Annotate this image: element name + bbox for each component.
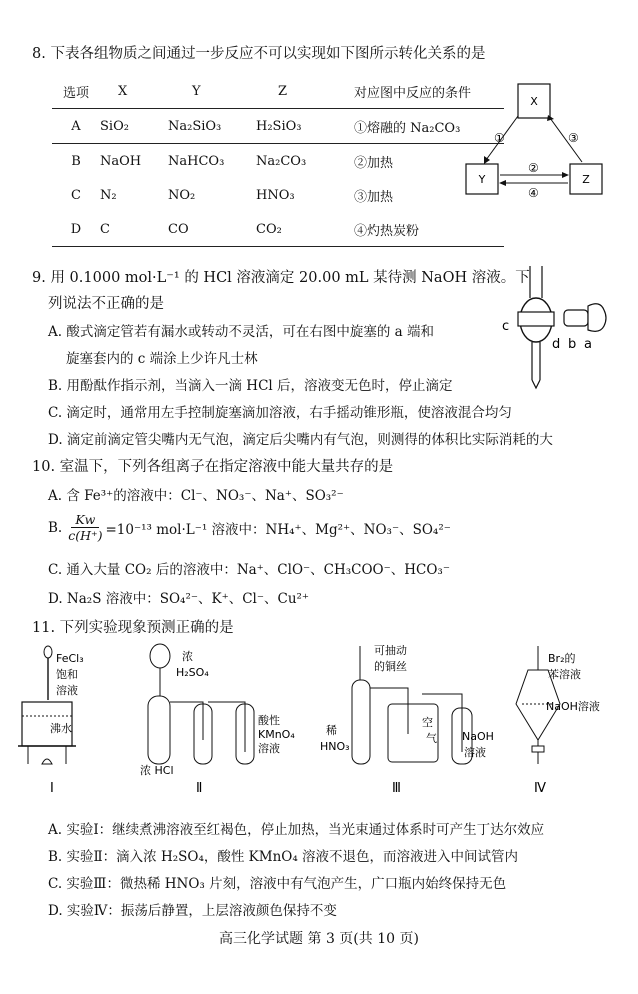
q10-option-d: D. Na₂S 溶液中：SO₄²⁻、K⁺、Cl⁻、Cu²⁺	[48, 591, 310, 607]
experiment-1-figure	[18, 646, 84, 796]
q11-option-c: C. 实验Ⅲ：微热稀 HNO₃ 片刻，溶液中有气泡产生，广口瓶内始终保持无色	[48, 876, 507, 892]
q9-option-d: D. 滴定前滴定管尖嘴内无气泡，滴定后尖嘴内有气泡，则测得的体积比实际消耗的大	[48, 432, 553, 448]
fig3-label-solution: 溶液	[464, 746, 486, 759]
fig-label-a: a	[584, 337, 592, 352]
page-footer: 高三化学试题 第 3 页(共 10 页)	[219, 931, 419, 947]
label-x: X	[530, 95, 538, 108]
cell-z: CO₂	[256, 212, 346, 247]
fig3-label-dilute: 稀	[326, 724, 337, 737]
kw-fraction	[68, 512, 102, 543]
cell-y: CO	[168, 212, 256, 247]
q9-option-b: B. 用酚酞作指示剂，当滴入一滴 HCl 后，溶液变无色时，停止滴定	[48, 378, 453, 394]
dropper-bulb	[44, 646, 52, 658]
fig-label-b: b	[568, 337, 577, 352]
q8-stem: 8. 下表各组物质之间通过一步反应不可以实现如下图所示转化关系的是	[32, 46, 486, 62]
fraction-numerator: Kw	[71, 512, 99, 528]
fig1-label-solution: 溶液	[56, 684, 78, 697]
header-y: Y	[168, 74, 256, 109]
cell-cond: ④灼热炭粉	[346, 212, 504, 247]
cell-x: NaOH	[100, 153, 142, 169]
funnel-bulb	[150, 644, 170, 668]
burette-tip	[532, 380, 540, 388]
arrowhead-2	[562, 172, 569, 178]
cell-z: Na₂CO₃	[256, 153, 307, 169]
label-y: Y	[478, 173, 486, 186]
q10-option-b	[48, 512, 451, 543]
q11-experiment-figures	[8, 640, 630, 800]
header-z: Z	[256, 74, 346, 109]
q9-option-c: C. 滴定时，通常用左手控制旋塞滴加溶液，右手摇动锥形瓶，使溶液混合均匀	[48, 405, 512, 421]
experiment-3-figure	[320, 643, 494, 796]
fig3-label-naoh: NaOH	[462, 730, 494, 743]
q11-option-b: B. 实验Ⅱ：滴入浓 H₂SO₄，酸性 KMnO₄ 溶液不退色，而溶液进入中间试管内	[48, 849, 519, 865]
table-header-row	[52, 74, 504, 109]
table-row	[52, 178, 504, 212]
fig-label-c: c	[502, 319, 510, 334]
fraction-denominator: c(H⁺)	[68, 528, 103, 543]
cell-opt: B	[71, 153, 81, 169]
arrowhead-4	[499, 180, 506, 186]
cell-cond: ③加热	[354, 189, 394, 205]
cell-opt: A	[71, 118, 81, 134]
fig2-label-solution: 溶液	[258, 742, 280, 755]
fig3-number: Ⅲ	[392, 781, 401, 796]
fig2-label-h2so4: H₂SO₄	[176, 666, 209, 679]
q10-stem: 10. 室温下，下列各组离子在指定溶液中能大量共存的是	[32, 459, 394, 475]
cell-z: H₂SiO₃	[256, 118, 302, 134]
label-z: Z	[582, 173, 590, 186]
header-option: 选项	[52, 74, 100, 109]
fig2-label-kmno4: KMnO₄	[258, 728, 295, 741]
table-row	[52, 109, 504, 144]
cell-cond: ②加热	[354, 155, 394, 171]
label-r4: ④	[528, 186, 539, 200]
table-row	[52, 144, 504, 179]
label-r2: ②	[528, 161, 539, 175]
stopcock-plug	[518, 312, 554, 326]
cell-x: C	[100, 212, 168, 247]
q9-stem-line1: 9. 用 0.1000 mol·L⁻¹ 的 HCl 溶液滴定 20.00 mL 某待测 NaOH 溶液。下	[32, 270, 530, 286]
fig1-label-boiling-water: 沸水	[50, 722, 72, 735]
cell-x: SiO₂	[100, 118, 129, 134]
q9-option-a-line1: A. 酸式滴定管若有漏水或转动不灵活，可在右图中旋塞的 a 端和	[48, 324, 434, 340]
q11-option-a: A. 实验Ⅰ：继续煮沸溶液至红褐色，停止加热，当光束通过体系时可产生丁达尔效应	[48, 822, 545, 838]
q10-b-rest: =10⁻¹³ mol·L⁻¹ 溶液中：NH₄⁺、Mg²⁺、NO₃⁻、SO₄²⁻	[105, 521, 451, 538]
tube-1	[148, 696, 170, 764]
q8-conversion-diagram	[458, 80, 618, 210]
cell-z: HNO₃	[256, 187, 295, 203]
fig3-label-copper: 的铜丝	[374, 660, 407, 673]
burette-stopcock-figure	[496, 262, 622, 390]
fig2-label-acidic: 酸性	[258, 714, 280, 727]
label-r1: ①	[494, 131, 505, 145]
arrowhead-1	[484, 156, 490, 164]
fig3-label-movable: 可抽动	[374, 644, 407, 657]
fig4-label-benzene: 苯溶液	[548, 668, 581, 681]
q9-option-a-line2: 旋塞套内的 c 端涂上少许凡士林	[66, 351, 258, 367]
fig4-label-naoh: NaOH溶液	[546, 700, 600, 713]
q9-stem-line2: 列说法不正确的是	[48, 296, 164, 312]
cell-cond: ①熔融的 Na₂CO₃	[354, 120, 461, 136]
fig1-label-saturated: 饱和	[56, 668, 78, 681]
cell-y: NaHCO₃	[168, 153, 225, 169]
q10-option-a: A. 含 Fe³⁺的溶液中：Cl⁻、NO₃⁻、Na⁺、SO₃²⁻	[48, 488, 344, 504]
fig2-label-conc: 浓	[182, 650, 193, 663]
plug-shaft	[564, 310, 588, 326]
fig1-label-fecl3: FeCl₃	[56, 652, 84, 665]
cell-x: N₂	[100, 187, 117, 203]
fig1-number: Ⅰ	[50, 781, 54, 796]
q11-option-d: D. 实验Ⅳ：振荡后静置，上层溶液颜色保持不变	[48, 903, 337, 919]
fig4-label-br2: Br₂的	[548, 652, 576, 665]
fig3-label-air-2: 气	[426, 732, 437, 745]
fig3-label-air-1: 空	[422, 716, 433, 729]
cell-opt: D	[52, 212, 100, 247]
experiment-4-figure	[516, 646, 600, 796]
cell-opt: C	[71, 187, 81, 203]
fig-label-d: d	[552, 337, 561, 352]
table-row	[52, 212, 504, 247]
experiment-2-figure	[140, 644, 295, 796]
label-r3: ③	[568, 131, 579, 145]
q10-option-c: C. 通入大量 CO₂ 后的溶液中：Na⁺、ClO⁻、CH₃COO⁻、HCO₃⁻	[48, 562, 450, 578]
q8-table	[52, 74, 504, 247]
fig3-label-hno3: HNO₃	[320, 740, 350, 753]
header-condition: 对应图中反应的条件	[346, 74, 504, 109]
flame	[42, 759, 52, 764]
cell-y: NO₂	[168, 187, 196, 203]
header-x: X	[100, 74, 168, 109]
plug-handle	[588, 304, 606, 332]
funnel-stopcock	[532, 746, 544, 752]
fig2-label-conc-hcl: 浓 HCl	[140, 764, 174, 777]
q10-b-prefix: B.	[48, 519, 63, 536]
reaction-tube	[352, 680, 370, 764]
cell-y: Na₂SiO₃	[168, 118, 222, 134]
q11-stem: 11. 下列实验现象预测正确的是	[32, 620, 234, 636]
fig2-number: Ⅱ	[196, 781, 203, 796]
fig4-number: Ⅳ	[534, 781, 546, 796]
